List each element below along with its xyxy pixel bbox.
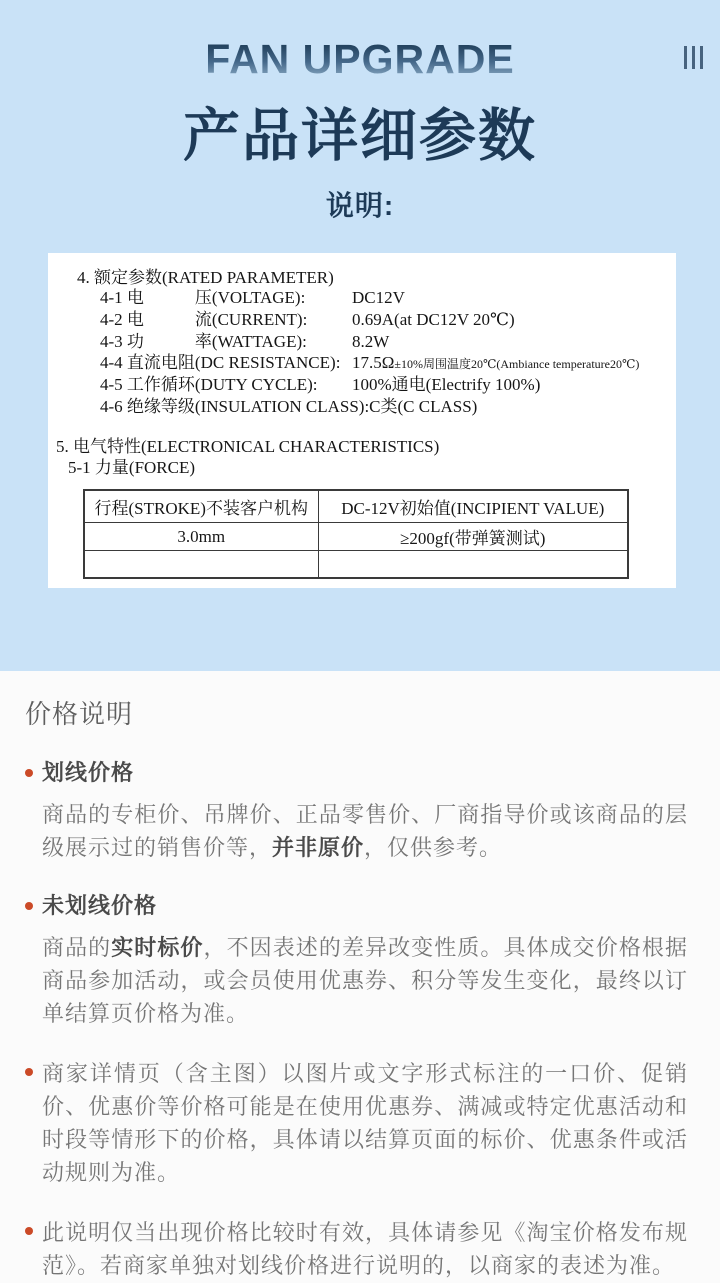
bullet-dot-icon: [25, 769, 33, 777]
spec-value: 0.69A(at DC12V 20℃): [352, 309, 515, 329]
table-header-cell: 行程(STROKE)不装客户机构: [84, 490, 318, 523]
table-cell: 3.0mm: [84, 523, 318, 551]
spec-row-current: [100, 310, 676, 332]
spec-label: 4-6 绝缘等级(INSULATION CLASS):: [100, 396, 370, 416]
bullet-dot-icon: [25, 1068, 33, 1076]
spec-label: 4-5 工作循环(DUTY CYCLE):: [100, 375, 318, 395]
table-header-row: [84, 490, 628, 523]
price-notice-section: [0, 671, 720, 1283]
bar-glyph: [684, 46, 687, 69]
spec-section4-title: 4. 额定参数(RATED PARAMETER): [77, 268, 334, 287]
bullet-dot-icon: [25, 1227, 33, 1235]
item-heading: 划线价格: [42, 760, 135, 785]
force-table: [83, 489, 629, 579]
bullet-item-merchant-detail: [25, 1057, 692, 1189]
bullet-item-strikethrough-price: [25, 758, 692, 864]
menu-bars-icon: [684, 46, 703, 69]
spec-value: 100%通电(Electrify 100%): [352, 375, 541, 395]
spec-row-insulation-class: [100, 397, 676, 419]
bar-glyph: [692, 46, 695, 69]
table-header-cell: DC-12V初始值(INCIPIENT VALUE): [318, 490, 628, 523]
table-cell: ≥200gf(带弹簧测试): [318, 523, 628, 551]
table-cell: [318, 551, 628, 578]
spec-section5-subtitle: 5-1 力量(FORCE): [68, 457, 196, 477]
table-cell: [84, 551, 318, 578]
table-row: [84, 523, 628, 551]
item-body: 商品的实时标价，不因表述的差异改变性质。具体成交价格根据商品参加活动，或会员使用优惠券、积分等发生变化，最终以订单结算页价格为准。: [42, 935, 688, 1026]
spec-row-voltage: [100, 288, 676, 310]
spec-value: DC12V: [352, 288, 405, 307]
bullet-item-validity: [25, 1216, 692, 1282]
item-body: 商品的专柜价、吊牌价、正品零售价、厂商指导价或该商品的层级展示过的销售价等，并非原价，仅供参考。: [42, 802, 688, 860]
bar-glyph: [700, 46, 703, 69]
item-body: 此说明仅当出现价格比较时有效，具体请参见《淘宝价格发布规范》。若商家单独对划线价格进行说明的，以商家的表述为准。: [42, 1220, 688, 1278]
bullet-dot-icon: [25, 902, 33, 910]
item-body: 商家详情页（含主图）以图片或文字形式标注的一口价、促销价、优惠价等价格可能是在使用优惠券、满减或特定优惠活动和时段等情形下的价格，具体请以结算页面的标价、优惠条件或活动规则为准。: [42, 1061, 688, 1185]
price-notice-title: 价格说明: [25, 699, 134, 729]
spec-label: 4-4 直流电阻(DC RESISTANCE):: [100, 353, 341, 373]
bullet-item-unstruck-price: [25, 891, 692, 1030]
table-row: [84, 551, 628, 578]
spec-value: 8.2W: [352, 331, 390, 351]
section-label-shuoming: 说明:: [325, 190, 395, 221]
brand-title: FAN UPGRADE: [0, 36, 720, 83]
spec-sheet: [48, 253, 676, 588]
spec-label: 4-2 电 流(CURRENT):: [100, 309, 308, 329]
spec-row-duty-cycle: [100, 375, 676, 397]
spec-value: C类(C CLASS): [369, 396, 478, 416]
page-title: 产品详细参数: [183, 104, 537, 168]
spec-row-dc-resistance: [100, 353, 676, 375]
item-heading: 未划线价格: [42, 893, 158, 918]
spec-row-wattage: [100, 332, 676, 354]
spec-value: 17.5Ω±10%周围温度20℃(Ambiance temperature20℃): [352, 353, 640, 373]
spec-label: 4-1 电 压(VOLTAGE):: [100, 288, 306, 307]
spec-section5-title: 5. 电气特性(ELECTRONICAL CHARACTERISTICS): [56, 436, 440, 456]
spec-label: 4-3 功 率(WATTAGE):: [100, 331, 307, 351]
